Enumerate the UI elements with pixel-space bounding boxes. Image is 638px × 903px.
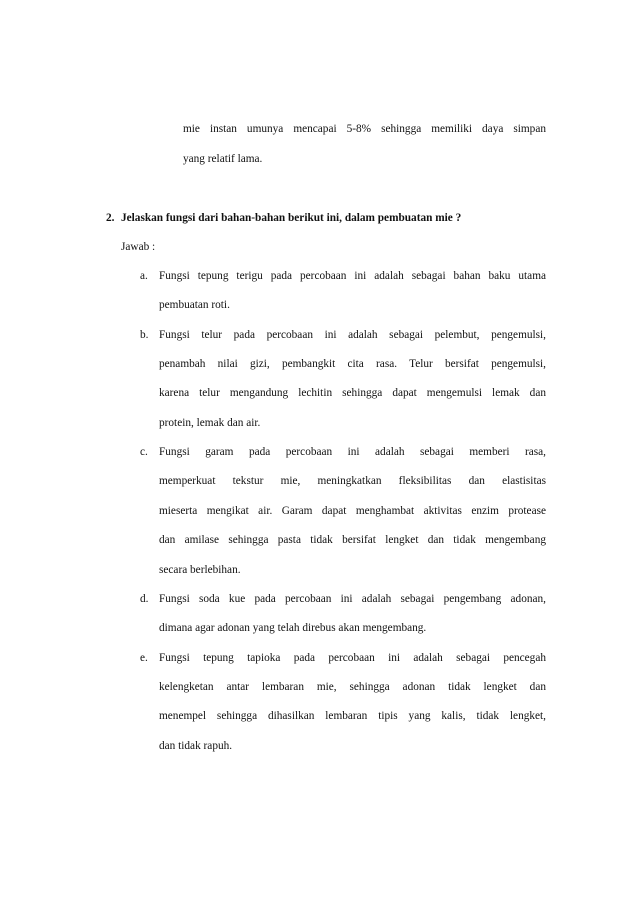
item-e-line-3: menempel sehingga dihasilkan lembaran tipis yang kalis, tidak lengket, — [159, 710, 546, 722]
item-c-line-5: secara berlebihan. — [159, 564, 241, 576]
item-e-line-1: Fungsi tepung tapioka pada percobaan ini adalah sebagai pencegah — [159, 652, 546, 664]
item-c-line-2: memperkuat tekstur mie, meningkatkan fleksibilitas dan elastisitas — [159, 475, 546, 487]
item-e-line-4: dan tidak rapuh. — [159, 740, 233, 752]
question-number: 2. — [106, 212, 115, 224]
item-b-line-1: Fungsi telur pada percobaan ini adalah sebagai pelembut, pengemulsi, — [159, 329, 546, 341]
item-a-line-2: pembuatan roti. — [159, 299, 230, 311]
item-c-line-3: mieserta mengikat air. Garam dapat menghambat aktivitas enzim protease — [159, 505, 546, 517]
question-text: Jelaskan fungsi dari bahan-bahan berikut ini, dalam pembuatan mie ? — [121, 212, 462, 224]
item-d-line-2: dimana agar adonan yang telah direbus akan mengembang. — [159, 622, 427, 634]
continuation-line-1: mie instan umunya mencapai 5-8% sehingga memiliki daya simpan — [183, 123, 546, 135]
item-c-line-1: Fungsi garam pada percobaan ini adalah sebagai memberi rasa, — [159, 446, 546, 458]
item-a-marker: a. — [140, 270, 148, 282]
item-e-marker: e. — [140, 652, 148, 664]
item-b-marker: b. — [140, 329, 149, 341]
item-b-line-2: penambah nilai gizi, pembangkit cita rasa. Telur bersifat pengemulsi, — [159, 358, 546, 370]
item-d-line-1: Fungsi soda kue pada percobaan ini adalah sebagai pengembang adonan, — [159, 593, 546, 605]
item-e-line-2: kelengketan antar lembaran mie, sehingga adonan tidak lengket dan — [159, 681, 546, 693]
item-c-marker: c. — [140, 446, 148, 458]
continuation-line-2: yang relatif lama. — [183, 153, 263, 165]
item-b-line-4: protein, lemak dan air. — [159, 417, 261, 429]
item-d-marker: d. — [140, 593, 149, 605]
item-c-line-4: dan amilase sehingga pasta tidak bersifat lengket dan tidak mengembang — [159, 534, 546, 546]
item-b-line-3: karena telur mengandung lechitin sehingga dapat mengemulsi lemak dan — [159, 387, 546, 399]
answer-label: Jawab : — [121, 241, 156, 253]
item-a-line-1: Fungsi tepung terigu pada percobaan ini adalah sebagai bahan baku utama — [159, 270, 546, 282]
